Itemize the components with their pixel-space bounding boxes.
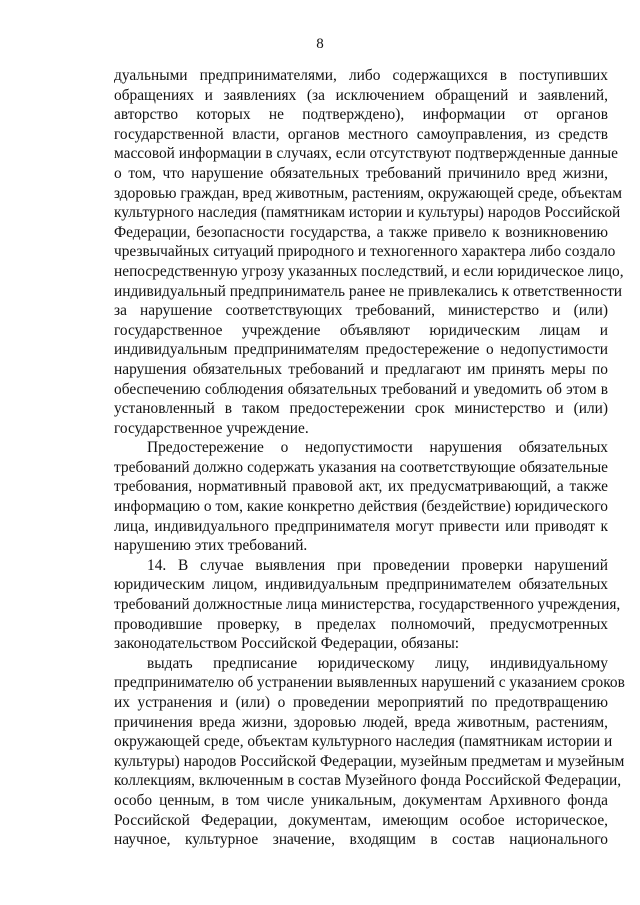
text-line: государственное учреждение. — [114, 419, 309, 437]
text-line: требований должностные лица министерства, государственного учреждения, — [114, 596, 621, 614]
text-line: нарушения обязательных требований и предлагают им принять меры по — [114, 360, 608, 378]
body-text — [114, 66, 625, 850]
page-number: 8 — [316, 36, 324, 52]
text-line: установленный в таком предостережении срок министерство и (или) — [114, 400, 608, 418]
text-line: Предостережение о недопустимости нарушения обязательных — [147, 439, 608, 457]
text-line: требования, нормативный правовой акт, их предусматривающий, а также — [114, 478, 608, 496]
text-line: Федерации, безопасности государства, а также привело к возникновению — [114, 223, 608, 241]
text-line: чрезвычайных ситуаций природного и техногенного характера либо создало — [114, 243, 616, 261]
text-line: нарушению этих требований. — [114, 537, 308, 555]
text-line: государственной власти, органов местного самоуправления, из средств — [114, 125, 608, 143]
text-line: юридическим лицом, индивидуальным предпринимателем обязательных — [114, 576, 608, 594]
text-line: здоровью граждан, вред животным, растениям, окружающей среде, объектам — [114, 184, 622, 202]
paragraph — [114, 438, 608, 556]
text-line: их устранения и (или) о проведении мероприятий по предотвращению — [114, 694, 608, 711]
text-line: государственное учреждение объявляют юридическим лицам и — [114, 321, 608, 339]
text-line: Российской Федерации, документам, имеющим особое историческое, — [114, 811, 608, 829]
text-line: причинения вреда жизни, здоровью людей, вреда животным, растениям, — [114, 713, 608, 731]
text-line: проводившие проверку, в пределах полномочий, предусмотренных — [114, 615, 608, 633]
text-line: обращениях и заявлениях (за исключением обращений и заявлений, — [114, 86, 608, 104]
paragraph — [114, 66, 624, 438]
text-line: лица, индивидуального предпринимателя могут привести или приводят к — [114, 517, 608, 535]
paragraph — [114, 654, 625, 850]
text-line: культуры) народов Российской Федерации, музейным предметам и музейным — [114, 752, 625, 770]
text-line: 14. В случае выявления при проведении проверки нарушений — [147, 556, 608, 574]
text-line: особо ценным, в том числе уникальным, документам Архивного фонда — [114, 791, 608, 809]
paragraph — [114, 556, 621, 654]
text-line: предпринимателю об устранении выявленных нарушений с указанием сроков — [114, 674, 625, 692]
text-line: дуальными предпринимателями, либо содержащихся в поступивших — [114, 67, 608, 84]
text-line: выдать предписание юридическому лицу, индивидуальному — [147, 654, 608, 672]
text-line: за нарушение соответствующих требований, министерство и (или) — [114, 302, 608, 320]
text-line: обеспечению соблюдения обязательных требований и уведомить об этом в — [114, 380, 608, 398]
text-line: коллекциям, включенным в состав Музейного фонда Российской Федерации, — [114, 772, 622, 790]
text-line: индивидуальный предприниматель ранее не привлекались к ответственности — [114, 282, 623, 300]
text-line: о том, что нарушение обязательных требований причинило вред жизни, — [114, 164, 608, 182]
text-line: информацию о том, какие конкретно действия (бездействие) юридического — [114, 498, 608, 516]
text-line: авторство которых не подтверждено), информации от органов — [114, 106, 608, 124]
text-line: требований должно содержать указания на соответствующие обязательные — [114, 458, 608, 476]
text-line: окружающей среде, объектам культурного наследия (памятникам истории и — [114, 733, 613, 751]
text-line: массовой информации в случаях, если отсутствуют подтвержденные данные — [114, 145, 618, 163]
text-line: непосредственную угрозу указанных последствий, и если юридическое лицо, — [114, 262, 624, 280]
text-line: законодательством Российской Федерации, обязаны: — [114, 635, 460, 653]
text-line: индивидуальным предпринимателям предостережение о недопустимости — [114, 341, 608, 359]
text-line: научное, культурное значение, входящим в состав национального — [114, 831, 608, 849]
text-line: культурного наследия (памятникам истории и культуры) народов Российской — [114, 204, 621, 222]
